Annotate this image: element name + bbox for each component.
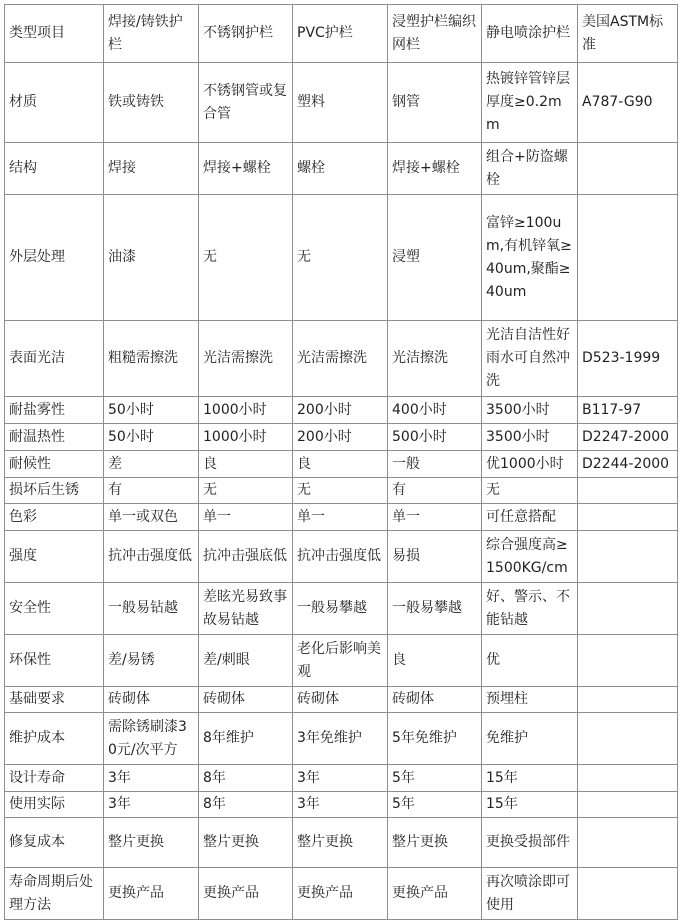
table-cell: 5年 (388, 765, 482, 792)
table-cell (578, 818, 678, 868)
table-cell: 3年 (293, 792, 388, 818)
table-cell: 5年免维护 (388, 713, 482, 765)
row-label: 使用实际 (5, 792, 104, 818)
row-label: 维护成本 (5, 713, 104, 765)
table-cell: 更换受损部件 (482, 818, 578, 868)
table-cell: 砖砌体 (104, 687, 199, 713)
table-cell: 8年维护 (199, 713, 293, 765)
table-cell: 更换产品 (293, 868, 388, 920)
table-row-weather-resistance (5, 451, 678, 478)
table-cell: 5年 (388, 792, 482, 818)
row-label: 耐盐雾性 (5, 397, 104, 424)
row-label: 修复成本 (5, 818, 104, 868)
table-row-material (5, 63, 678, 143)
table-cell: D2244-2000 (578, 451, 678, 478)
table-cell: 光洁擦洗 (388, 321, 482, 397)
row-label: 损坏后生锈 (5, 478, 104, 504)
guardrail-comparison-table (4, 4, 678, 920)
table-row-repair-cost (5, 818, 678, 868)
table-cell: D523-1999 (578, 321, 678, 397)
table-cell (578, 792, 678, 818)
table-cell: 焊接 (104, 143, 199, 195)
table-cell: 光洁需擦洗 (293, 321, 388, 397)
table-cell: 单一 (388, 504, 482, 531)
table-cell: 更换产品 (104, 868, 199, 920)
table-cell: 粗糙需擦洗 (104, 321, 199, 397)
table-cell: 一般 (388, 451, 482, 478)
table-cell: 500小时 (388, 424, 482, 451)
row-label: 安全性 (5, 583, 104, 635)
row-label: 结构 (5, 143, 104, 195)
header-cell-stainless-steel: 不锈钢护栏 (199, 5, 293, 63)
table-cell: 差眩光易致事故易钻越 (199, 583, 293, 635)
table-cell: 单一 (293, 504, 388, 531)
table-cell: 无 (199, 478, 293, 504)
table-cell: 无 (199, 195, 293, 321)
table-cell: 钢管 (388, 63, 482, 143)
table-cell: 15年 (482, 765, 578, 792)
table-cell: 螺栓 (293, 143, 388, 195)
row-label: 耐候性 (5, 451, 104, 478)
table-cell (578, 765, 678, 792)
table-cell (578, 195, 678, 321)
table-cell: B117-97 (578, 397, 678, 424)
table-cell (578, 143, 678, 195)
table-cell: 焊接+螺栓 (199, 143, 293, 195)
table-cell: 砖砌体 (388, 687, 482, 713)
table-row-environmental (5, 635, 678, 687)
comparison-table-container (4, 4, 677, 920)
table-cell: 单一或双色 (104, 504, 199, 531)
table-cell: 砖砌体 (293, 687, 388, 713)
table-cell: 砖砌体 (199, 687, 293, 713)
header-cell-pvc: PVC护栏 (293, 5, 388, 63)
table-cell: 优1000小时 (482, 451, 578, 478)
table-row-safety (5, 583, 678, 635)
table-cell: 不锈钢管或复合管 (199, 63, 293, 143)
table-cell: 整片更换 (293, 818, 388, 868)
table-cell: 更换产品 (199, 868, 293, 920)
table-cell: 400小时 (388, 397, 482, 424)
row-label: 强度 (5, 531, 104, 583)
table-cell: 易损 (388, 531, 482, 583)
header-cell-welded-cast-iron: 焊接/铸铁护栏 (104, 5, 199, 63)
table-cell: 差 (104, 451, 199, 478)
table-row-outer-treatment (5, 195, 678, 321)
row-label: 材质 (5, 63, 104, 143)
table-cell: 有 (104, 478, 199, 504)
table-cell (578, 531, 678, 583)
table-cell: 整片更换 (199, 818, 293, 868)
table-cell: 3500小时 (482, 424, 578, 451)
table-row-color (5, 504, 678, 531)
table-cell: 3年免维护 (293, 713, 388, 765)
header-cell-dip-plastic-mesh: 浸塑护栏编织网栏 (388, 5, 482, 63)
table-row-maintenance-cost (5, 713, 678, 765)
table-cell: 8年 (199, 765, 293, 792)
row-label: 表面光洁 (5, 321, 104, 397)
table-cell: D2247-2000 (578, 424, 678, 451)
table-cell: 预埋柱 (482, 687, 578, 713)
table-cell: 无 (482, 478, 578, 504)
table-cell: 良 (199, 451, 293, 478)
table-row-design-life (5, 765, 678, 792)
table-cell: 良 (293, 451, 388, 478)
table-cell: 优 (482, 635, 578, 687)
table-cell: 再次喷涂即可使用 (482, 868, 578, 920)
header-cell-electrostatic-spray: 静电喷涂护栏 (482, 5, 578, 63)
row-label: 寿命周期后处理方法 (5, 868, 104, 920)
table-cell (578, 868, 678, 920)
table-cell: 有 (388, 478, 482, 504)
table-cell: 富锌≥100um,有机锌氧≥40um,聚酯≥40um (482, 195, 578, 321)
table-cell: 综合强度高≥1500KG/cm (482, 531, 578, 583)
table-header-row (5, 5, 678, 63)
table-cell: 老化后影响美观 (293, 635, 388, 687)
table-cell: 1000小时 (199, 424, 293, 451)
table-cell: A787-G90 (578, 63, 678, 143)
table-cell: 无 (293, 478, 388, 504)
table-cell: 良 (388, 635, 482, 687)
table-cell (578, 583, 678, 635)
table-row-rust-after-damage (5, 478, 678, 504)
table-cell: 50小时 (104, 424, 199, 451)
table-cell: 1000小时 (199, 397, 293, 424)
row-label: 环保性 (5, 635, 104, 687)
table-cell: 差/刺眼 (199, 635, 293, 687)
table-row-actual-use (5, 792, 678, 818)
row-label: 耐温热性 (5, 424, 104, 451)
table-cell: 3500小时 (482, 397, 578, 424)
table-cell: 光洁需擦洗 (199, 321, 293, 397)
table-cell: 更换产品 (388, 868, 482, 920)
table-row-salt-spray (5, 397, 678, 424)
table-cell: 一般易钻越 (104, 583, 199, 635)
table-row-structure (5, 143, 678, 195)
table-cell: 组合+防盗螺栓 (482, 143, 578, 195)
table-cell: 200小时 (293, 397, 388, 424)
table-cell: 3年 (293, 765, 388, 792)
table-row-foundation (5, 687, 678, 713)
table-cell: 抗冲击强度低 (293, 531, 388, 583)
table-cell: 3年 (104, 792, 199, 818)
table-cell (578, 504, 678, 531)
table-cell: 浸塑 (388, 195, 482, 321)
table-cell: 好、警示、不能钻越 (482, 583, 578, 635)
table-cell: 塑料 (293, 63, 388, 143)
table-cell: 一般易攀越 (293, 583, 388, 635)
table-cell: 15年 (482, 792, 578, 818)
table-cell: 3年 (104, 765, 199, 792)
table-cell: 抗冲击强底低 (199, 531, 293, 583)
table-cell: 免维护 (482, 713, 578, 765)
table-cell (578, 635, 678, 687)
table-cell: 光洁自洁性好雨水可自然冲洗 (482, 321, 578, 397)
row-label: 色彩 (5, 504, 104, 531)
table-cell: 油漆 (104, 195, 199, 321)
table-cell: 整片更换 (388, 818, 482, 868)
row-label: 外层处理 (5, 195, 104, 321)
row-label: 设计寿命 (5, 765, 104, 792)
table-cell: 铁或铸铁 (104, 63, 199, 143)
table-cell: 无 (293, 195, 388, 321)
table-cell (578, 478, 678, 504)
table-cell: 8年 (199, 792, 293, 818)
table-row-surface-finish (5, 321, 678, 397)
table-cell: 差/易锈 (104, 635, 199, 687)
table-cell (578, 687, 678, 713)
table-cell: 50小时 (104, 397, 199, 424)
table-row-strength (5, 531, 678, 583)
table-row-end-of-life (5, 868, 678, 920)
header-cell-item-type: 类型项目 (5, 5, 104, 63)
header-cell-astm-standard: 美国ASTM标准 (578, 5, 678, 63)
table-cell (578, 713, 678, 765)
table-cell: 需除锈刷漆30元/次平方 (104, 713, 199, 765)
table-cell: 单一 (199, 504, 293, 531)
table-row-heat-humidity (5, 424, 678, 451)
table-cell: 热镀锌管锌层厚度≥0.2mm (482, 63, 578, 143)
table-cell: 可任意搭配 (482, 504, 578, 531)
table-cell: 200小时 (293, 424, 388, 451)
table-cell: 抗冲击强度低 (104, 531, 199, 583)
table-cell: 一般易攀越 (388, 583, 482, 635)
row-label: 基础要求 (5, 687, 104, 713)
table-cell: 整片更换 (104, 818, 199, 868)
table-cell: 焊接+螺栓 (388, 143, 482, 195)
